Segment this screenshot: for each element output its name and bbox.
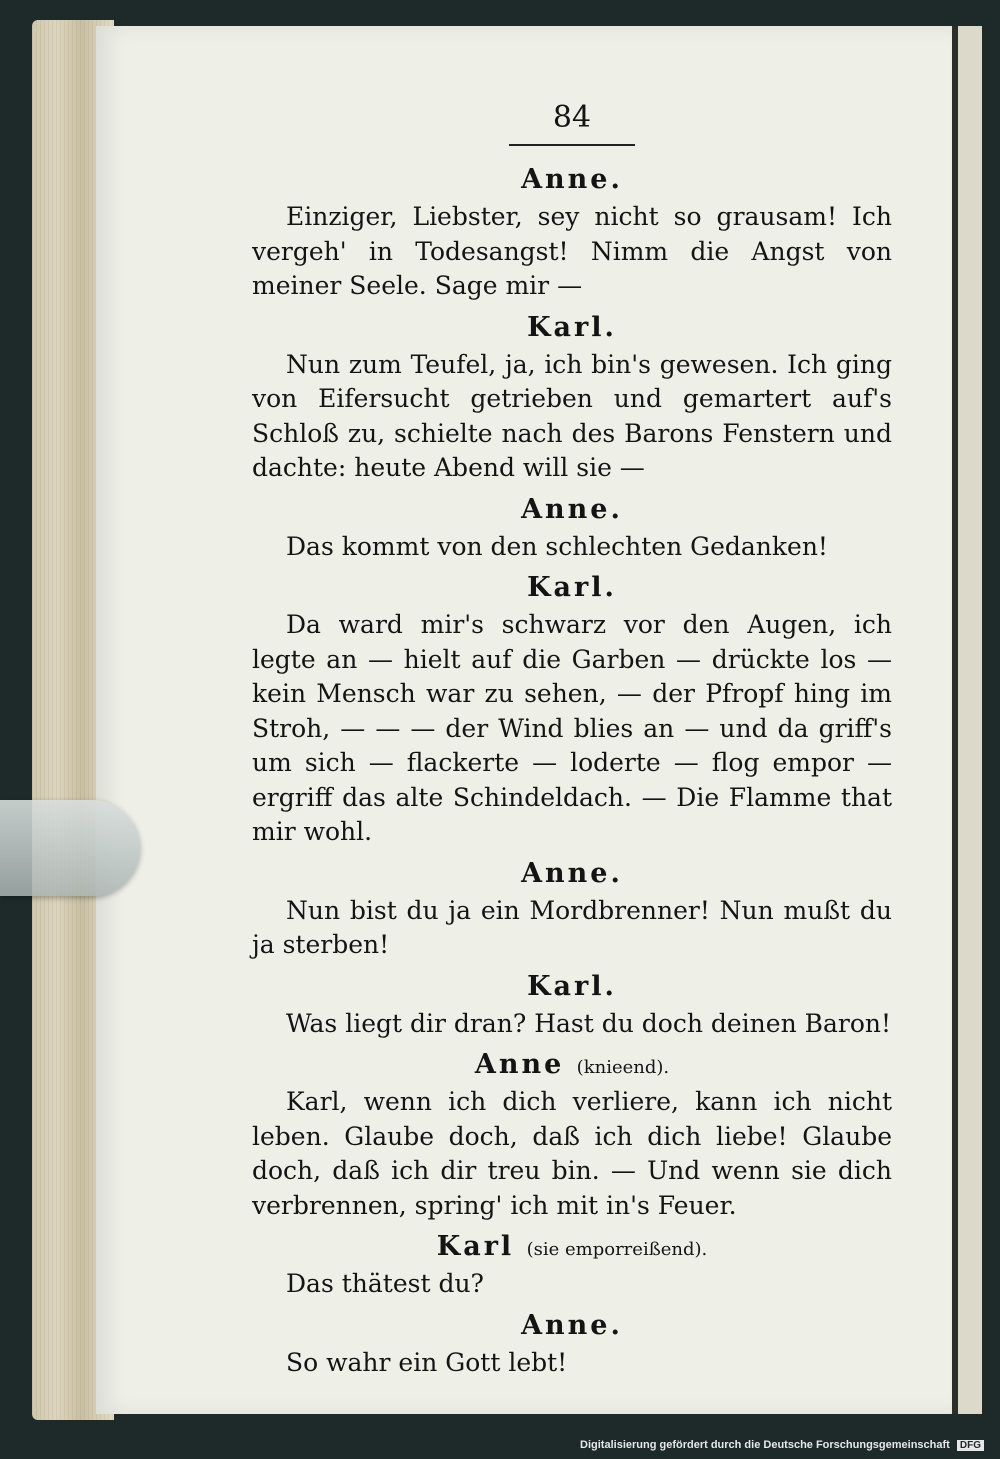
dialogue-block xyxy=(252,308,892,486)
dfg-logo: DFG xyxy=(957,1440,984,1451)
speaker-name: Karl. xyxy=(527,970,617,1002)
page-clip xyxy=(0,800,140,896)
dialogue-block xyxy=(252,568,892,850)
dialogue-block xyxy=(252,1306,892,1381)
speaker-name: Anne. xyxy=(521,1309,623,1341)
speaker-name: Anne. xyxy=(521,857,623,889)
speech-text: Da ward mir's schwarz vor den Augen, ich legte an — hielt auf die Garben — drückte los — kein Mensch war zu sehen, — der Pfropf hing im Stroh, — — — der Wind blies an — und da griff's um sich — flackerte — loderte — flog empor — ergriff das alte Schindeldach. — Die Flamme that mir wohl. xyxy=(252,610,892,846)
speech-text: Einziger, Liebster, sey nicht so grausam! Ich vergeh' in Todesangst! Nimm die Angst von meiner Seele. Sage mir — xyxy=(252,202,892,300)
speech-text: Nun zum Teufel, ja, ich bin's gewesen. Ich ging von Eifersucht getrieben und gemartert auf's Schloß zu, schielte nach des Barons Fenstern und dachte: heute Abend will sie — xyxy=(252,349,892,482)
page-text xyxy=(252,96,892,1384)
dialogue-block xyxy=(252,1227,892,1302)
speaker-name: Anne (knieend). xyxy=(474,1049,670,1080)
speech-text: Das thätest du? xyxy=(286,1269,484,1298)
speech-text: Nun bist du ja ein Mordbrenner! Nun mußt du ja sterben! xyxy=(252,895,892,959)
speech-text: Was liegt dir dran? Hast du doch deinen Baron! xyxy=(286,1008,892,1038)
footer-credit xyxy=(580,1439,984,1451)
footer-text: Digitalisierung gefördert durch die Deutsche Forschungsgemeinschaft xyxy=(580,1439,950,1451)
dialogue-block xyxy=(252,490,892,565)
stage-direction: (knieend). xyxy=(576,1057,670,1078)
header-rule xyxy=(509,144,635,146)
dialogue-block xyxy=(252,1045,892,1223)
dialogue-block xyxy=(252,854,892,963)
speaker-name: Karl. xyxy=(527,311,617,343)
speaker-name: Karl (sie emporreißend). xyxy=(436,1231,708,1262)
dialogue-block xyxy=(252,967,892,1042)
speaker-name: Anne. xyxy=(521,164,623,195)
page-number: 84 xyxy=(552,100,592,135)
speech-text: Karl, wenn ich dich verliere, kann ich nicht leben. Glaube doch, daß ich dich liebe! Glaube doch, daß ich dir treu bin. — Und wenn sie dich verbrennen, spring' ich mit in's Feuer. xyxy=(252,1087,892,1220)
dialogue-block xyxy=(252,160,892,304)
speaker-name: Anne. xyxy=(521,493,623,525)
stage-direction: (sie emporreißend). xyxy=(526,1239,708,1260)
speaker-name: Karl. xyxy=(527,572,617,603)
book-right-edge xyxy=(952,26,982,1414)
speech-text: Das kommt von den schlechten Gedanken! xyxy=(286,531,828,561)
speech-text: So wahr ein Gott lebt! xyxy=(286,1347,568,1377)
